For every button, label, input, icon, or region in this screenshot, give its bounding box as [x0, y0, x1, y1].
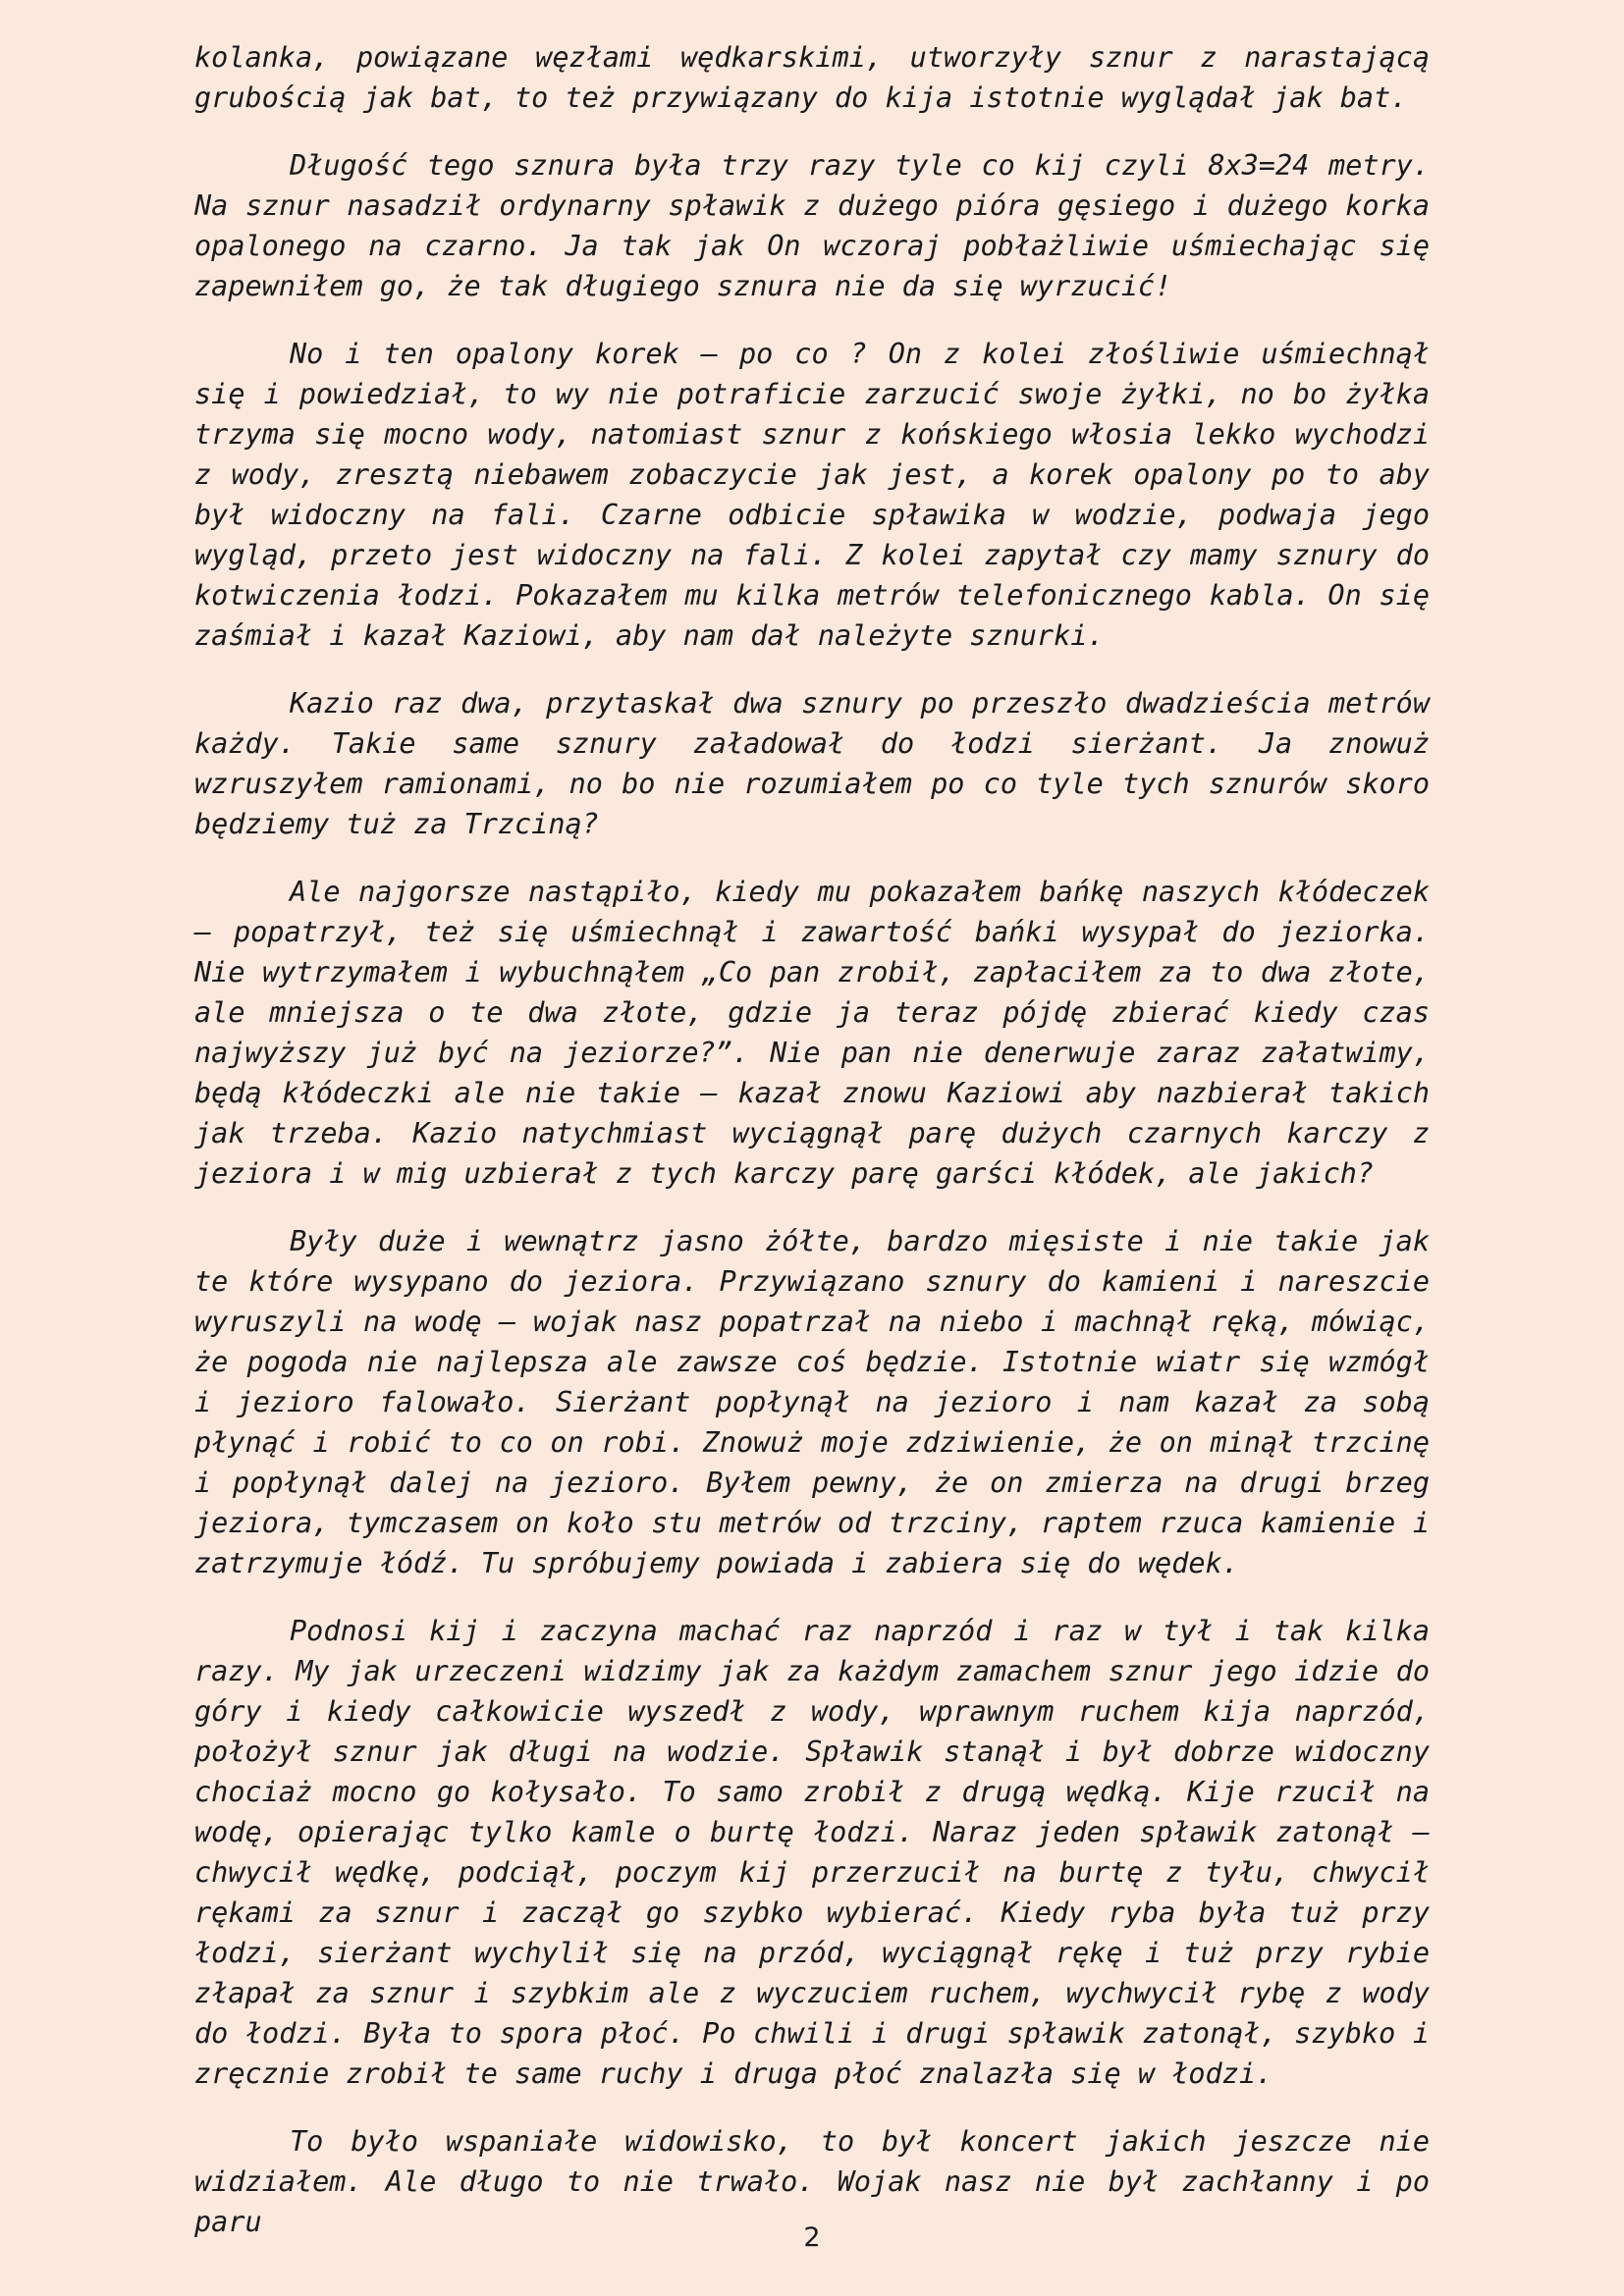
paragraph-2: Długość tego sznura była trzy razy tyle co kij czyli 8x3=24 metry. Na sznur nasadził ordynarny spławik z dużego pióra gęsiego i dużego korka opalonego na czarno. Ja tak jak On wczoraj pobłażliwie uśmiechając się zapewniłem go, że tak długiego sznura nie da się wyrzucić!: [194, 149, 1430, 302]
paragraph-1: kolanka, powiązane węzłami wędkarskimi, utworzyły sznur z narastającą grubością jak bat, to też przywiązany do kija istotnie wyglądał jak bat.: [194, 41, 1430, 114]
paragraph-4: Kazio raz dwa, przytaskał dwa sznury po przeszło dwadzieścia metrów każdy. Takie same sznury załadował do łodzi sierżant. Ja znowuż wzruszyłem ramionami, no bo nie rozumiałem po co tyle tych sznurów skoro będziemy tuż za Trzciną?: [194, 687, 1430, 840]
paragraph-8: To było wspaniałe widowisko, to był koncert jakich jeszcze nie widziałem. Ale długo to nie trwało. Wojak nasz nie był zachłanny i po paru: [194, 2125, 1430, 2238]
paragraph-5: Ale najgorsze nastąpiło, kiedy mu pokazałem bańkę naszych kłódeczek – popatrzył, też się uśmiechnął i zawartość bańki wysypał do jeziorka. Nie wytrzymałem i wybuchnąłem „Co pan zrobił, zapłaciłem za to dwa złote, ale mniejsza o te dwa złote, gdzie ja teraz pójdę zbierać kiedy czas najwyższy już być na jeziorze?”. Nie pan nie denerwuje zaraz załatwimy, będą kłódeczki ale nie takie – kazał znowu Kaziowi aby nazbierał takich jak trzeba. Kazio natychmiast wyciągnął parę dużych czarnych karczy z jeziora i w mig uzbierał z tych karczy parę garści kłódek, ale jakich?: [194, 876, 1430, 1190]
paragraph-3: No i ten opalony korek – po co ? On z kolei złośliwie uśmiechnął się i powiedział, to wy nie potraficie zarzucić swoje żyłki, no bo żyłka trzyma się mocno wody, natomiast sznur z końskiego włosia lekko wychodzi z wody, zresztą niebawem zobaczycie jak jest, a korek opalony po to aby był widoczny na fali. Czarne odbicie spławika w wodzie, podwaja jego wygląd, przeto jest widoczny na fali. Z kolei zapytał czy mamy sznury do kotwiczenia łodzi. Pokazałem mu kilka metrów telefonicznego kabla. On się zaśmiał i kazał Kaziowi, aby nam dał należyte sznurki.: [194, 338, 1430, 652]
document-page: [194, 37, 1430, 2269]
paragraph-7: Podnosi kij i zaczyna machać raz naprzód i raz w tył i tak kilka razy. My jak urzeczeni widzimy jak za każdym zamachem sznur jego idzie do góry i kiedy całkowicie wyszedł z wody, wprawnym ruchem kija naprzód, położył sznur jak długi na wodzie. Spławik stanął i był dobrze widoczny chociaż mocno go kołysało. To samo zrobił z drugą wędką. Kije rzucił na wodę, opierając tylko kamle o burtę łodzi. Naraz jeden spławik zatonął – chwycił wędkę, podciął, poczym kij przerzucił na burtę z tyłu, chwycił rękami za sznur i zaczął go szybko wybierać. Kiedy ryba była tuż przy łodzi, sierżant wychylił się na przód, wyciągnął rękę i tuż przy rybie złapał za sznur i szybkim ale z wyczuciem ruchem, wychwycił rybę z wody do łodzi. Była to spora płoć. Po chwili i drugi spławik zatonął, szybko i zręcznie zrobił te same ruchy i druga płoć znalazła się w łodzi.: [194, 1615, 1430, 2090]
paragraph-6: Były duże i wewnątrz jasno żółte, bardzo mięsiste i nie takie jak te które wysypano do jeziora. Przywiązano sznury do kamieni i nareszcie wyruszyli na wodę – wojak nasz popatrzał na niebo i machnął ręką, mówiąc, że pogoda nie najlepsza ale zawsze coś będzie. Istotnie wiatr się wzmógł i jezioro falowało. Sierżant popłynął na jezioro i nam kazał za sobą płynąć i robić to co on robi. Znowuż moje zdziwienie, że on minął trzcinę i popłynął dalej na jezioro. Byłem pewny, że on zmierza na drugi brzeg jeziora, tymczasem on koło stu metrów od trzciny, raptem rzuca kamienie i zatrzymuje łódź. Tu spróbujemy powiada i zabiera się do wędek.: [194, 1225, 1430, 1579]
page-number: 2: [803, 2222, 821, 2253]
